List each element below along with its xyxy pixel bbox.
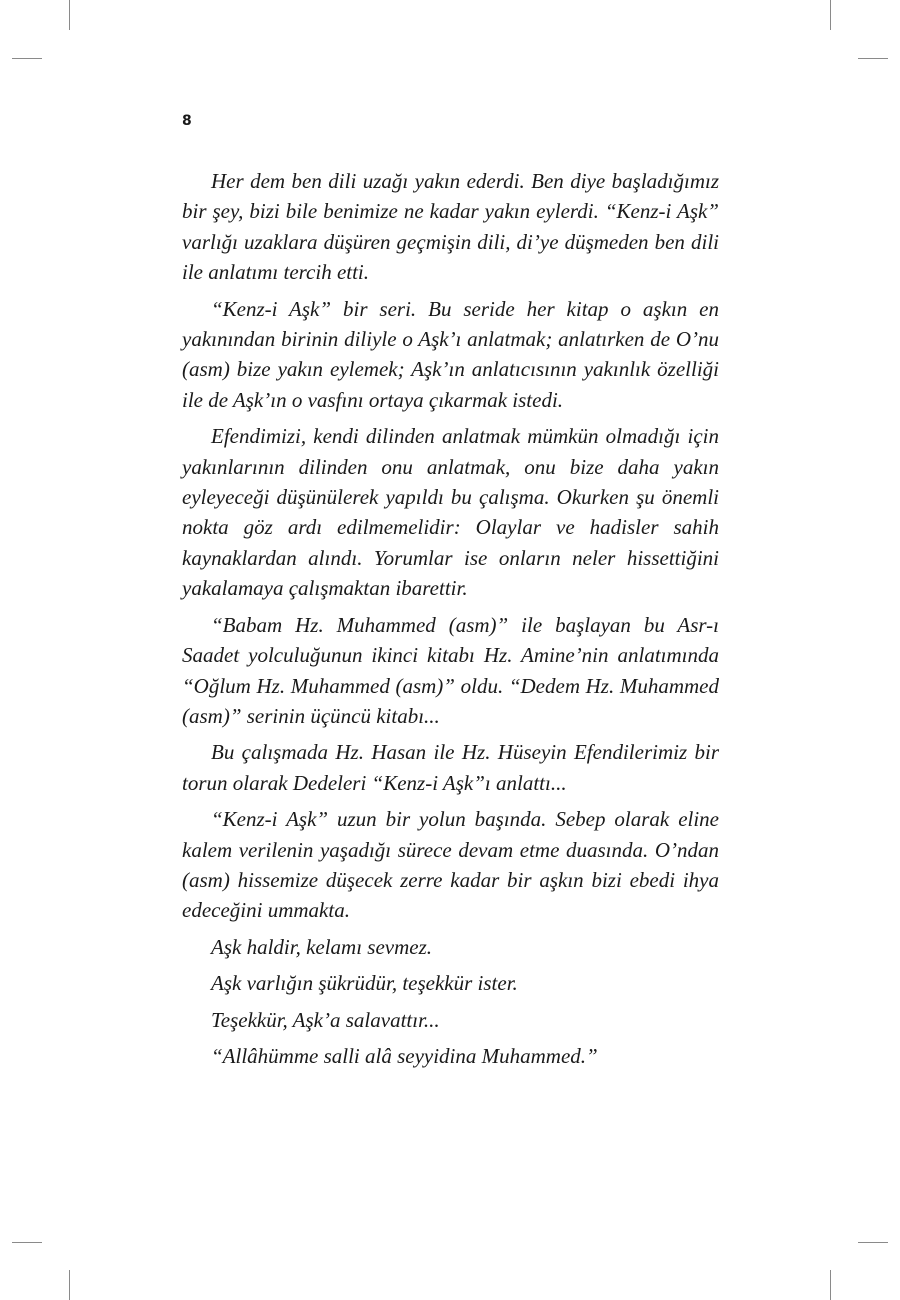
- crop-mark: [69, 0, 70, 30]
- crop-mark: [69, 1270, 70, 1300]
- paragraph: Bu çalışmada Hz. Hasan ile Hz. Hüseyin Efendilerimiz bir torun olarak Dedeleri “Kenz-i Aşk”ı anlattı...: [182, 740, 719, 795]
- crop-mark: [858, 1242, 888, 1243]
- paragraph: “Allâhümme salli alâ seyyidina Muhammed.”: [211, 1043, 598, 1068]
- paragraph: Aşk varlığın şükrüdür, teşekkür ister.: [211, 971, 518, 996]
- body-text: [182, 166, 719, 1077]
- paragraph: Efendimizi, kendi dilinden anlatmak mümkün olmadığı için yakınlarının dilinden onu anlatmak, onu bize daha yakın eyleyeceği düşünülerek yapıldı bu çalışma. Okurken şu önemli nokta göz ardı edilmemelidir: Olaylar ve hadisler sahih kaynaklardan alındı. Yorumlar ise onların neler hissettiğini yakalamaya çalışmaktan ibarettir.: [182, 424, 719, 601]
- paragraph: Her dem ben dili uzağı yakın ederdi. Ben diye başladığımız bir şey, bizi bile benimize ne kadar yakın eylerdi. “Kenz-i Aşk” varlığı uzaklara düşüren geçmişin dili, di’ye düşmeden ben dili ile anlatımı tercih etti.: [182, 169, 719, 285]
- crop-mark: [12, 1242, 42, 1243]
- paragraph: “Kenz-i Aşk” bir seri. Bu seride her kitap o aşkın en yakınından birinin diliyle o Aşk’ı anlatmak; anlatırken de O’nu (asm) bize yakın eylemek; Aşk’ın anlatıcısının yakınlık özelliği ile de Aşk’ın o vasfını ortaya çıkarmak istedi.: [182, 296, 719, 412]
- paragraph: Aşk haldir, kelamı sevmez.: [211, 934, 433, 959]
- paragraph: Teşekkür, Aşk’a salavattır...: [211, 1007, 440, 1032]
- crop-mark: [858, 58, 888, 59]
- crop-mark: [12, 58, 42, 59]
- page-number: 8: [182, 113, 192, 129]
- paragraph: “Babam Hz. Muhammed (asm)” ile başlayan bu Asr-ı Saadet yolculuğunun ikinci kitabı Hz. Amine’nin anlatımında “Oğlum Hz. Muhammed (asm)” oldu. “Dedem Hz. Muhammed (asm)” serinin üçüncü kitabı...: [182, 612, 719, 728]
- paragraph: “Kenz-i Aşk” uzun bir yolun başında. Sebep olarak eline kalem verilenin yaşadığı sürece devam etme duasında. O’ndan (asm) hissemize düşecek zerre kadar bir aşkın bizi ebedi ihya edeceğini ummakta.: [182, 807, 719, 923]
- crop-mark: [830, 1270, 831, 1300]
- crop-mark: [830, 0, 831, 30]
